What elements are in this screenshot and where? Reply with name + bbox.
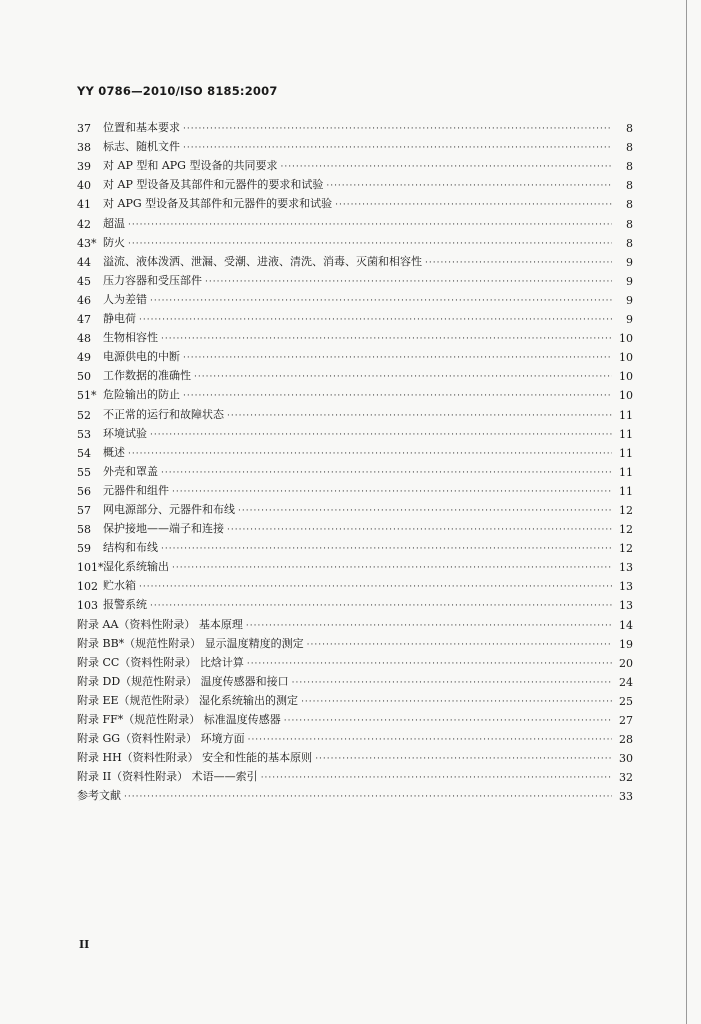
toc-leader-dots — [128, 220, 612, 231]
toc-entry[interactable] — [77, 402, 633, 421]
toc-entry-number: 103 — [77, 599, 98, 613]
toc-leader-dots — [301, 697, 612, 708]
toc-entry-number: 50 — [77, 370, 91, 384]
toc-entry[interactable] — [77, 364, 633, 383]
toc-leader-dots — [183, 143, 612, 154]
toc-entry[interactable] — [77, 517, 633, 536]
toc-entry-page: 8 — [626, 198, 633, 212]
toc-entry-title: 位置和基本要求 — [103, 121, 180, 135]
toc-entry[interactable] — [77, 441, 633, 460]
toc-entry-title: 溢流、液体泼洒、泄漏、受潮、进液、清洗、消毒、灭菌和相容性 — [103, 254, 422, 268]
table-of-contents — [77, 116, 633, 803]
toc-entry-page: 11 — [619, 408, 633, 422]
toc-leader-dots — [124, 792, 612, 803]
toc-leader-dots — [172, 563, 612, 574]
toc-entry[interactable] — [77, 422, 633, 441]
toc-leader-dots — [172, 487, 612, 498]
toc-leader-dots — [128, 449, 612, 460]
toc-entry-title: 对 AP 型设备及其部件和元器件的要求和试验 — [103, 178, 324, 192]
toc-entry[interactable] — [77, 288, 633, 307]
toc-entry-number: 37 — [77, 122, 91, 136]
toc-entry-title: 静电荷 — [103, 312, 136, 326]
toc-entry-number: 55 — [77, 465, 91, 479]
toc-entry-page: 8 — [626, 122, 633, 136]
toc-leader-dots — [161, 544, 612, 555]
toc-entry[interactable] — [77, 307, 633, 326]
toc-entry-number: 48 — [77, 332, 91, 346]
toc-entry-title: 报警系统 — [103, 598, 147, 612]
toc-leader-dots — [139, 582, 612, 593]
toc-leader-dots — [183, 353, 612, 364]
toc-leader-dots — [161, 334, 612, 345]
toc-entry-title: 附录 DD（规范性附录） 温度传感器和接口 — [77, 674, 289, 688]
toc-entry[interactable] — [77, 651, 633, 670]
toc-entry[interactable] — [77, 135, 633, 154]
toc-entry-title: 防火 — [103, 235, 125, 249]
toc-entry-number: 39 — [77, 160, 91, 174]
toc-entry[interactable] — [77, 326, 633, 345]
toc-entry-title: 不正常的运行和故障状态 — [103, 407, 224, 421]
toc-entry-number: 49 — [77, 351, 91, 365]
toc-entry-page: 14 — [619, 618, 633, 632]
toc-entry-page: 13 — [619, 580, 633, 594]
toc-entry[interactable] — [77, 574, 633, 593]
toc-leader-dots — [335, 200, 612, 211]
toc-entry-title: 附录 HH（资料性附录） 安全和性能的基本原则 — [77, 751, 313, 765]
toc-leader-dots — [150, 601, 612, 612]
toc-entry-page: 8 — [626, 141, 633, 155]
standard-header: YY 0786—2010/ISO 8185:2007 — [77, 84, 278, 98]
toc-entry-page: 10 — [619, 370, 633, 384]
toc-entry-title: 湿化系统输出 — [103, 560, 169, 574]
toc-entry-title: 电源供电的中断 — [103, 350, 180, 364]
toc-entry-title: 网电源部分、元器件和布线 — [103, 502, 235, 516]
toc-entry-page: 27 — [619, 714, 633, 727]
toc-entry-title: 附录 EE（规范性附录） 湿化系统输出的测定 — [77, 693, 299, 707]
toc-leader-dots — [150, 430, 612, 441]
toc-entry-page: 9 — [626, 274, 633, 288]
toc-leader-dots — [307, 640, 612, 651]
toc-entry-number: 51* — [77, 389, 97, 403]
toc-entry-title: 附录 II（资料性附录） 术语——索引 — [77, 770, 258, 784]
toc-entry-title: 贮水箱 — [103, 579, 136, 593]
toc-entry[interactable] — [77, 479, 633, 498]
page-number: II — [79, 938, 90, 951]
toc-entry-number: 38 — [77, 141, 91, 155]
toc-entry-title: 对 APG 型设备及其部件和元器件的要求和试验 — [103, 197, 333, 211]
toc-entry[interactable] — [77, 498, 633, 517]
toc-entry-title: 附录 GG（资料性附录） 环境方面 — [77, 732, 245, 746]
toc-entry-page: 10 — [619, 332, 633, 346]
toc-entry[interactable] — [77, 765, 633, 784]
toc-entry-title: 参考文献 — [77, 789, 121, 803]
toc-entry-page: 10 — [619, 351, 633, 365]
toc-entry[interactable] — [77, 708, 633, 727]
toc-entry-page: 8 — [626, 160, 633, 174]
toc-entry-number: 47 — [77, 313, 91, 327]
toc-entry[interactable] — [77, 269, 633, 288]
toc-entry[interactable] — [77, 116, 633, 135]
toc-entry-title: 人为差错 — [103, 292, 147, 306]
scan-edge-line — [686, 0, 687, 1024]
toc-entry-title: 元器件和组件 — [103, 483, 169, 497]
toc-leader-dots — [205, 277, 612, 288]
toc-entry-page: 9 — [626, 313, 633, 327]
toc-entry[interactable] — [77, 670, 633, 689]
toc-entry-page: 32 — [619, 771, 633, 785]
toc-leader-dots — [139, 315, 612, 326]
toc-entry[interactable] — [77, 250, 633, 269]
toc-entry-page: 33 — [619, 790, 633, 804]
toc-entry[interactable] — [77, 192, 633, 211]
toc-entry-number: 101* — [77, 561, 104, 575]
toc-entry-number: 56 — [77, 484, 91, 498]
toc-entry-page: 9 — [626, 293, 633, 307]
toc-entry[interactable] — [77, 345, 633, 364]
toc-entry[interactable] — [77, 154, 633, 173]
toc-leader-dots — [247, 659, 612, 670]
toc-entry-number: 43* — [77, 236, 97, 250]
toc-entry-number: 46 — [77, 293, 91, 307]
toc-entry-title: 附录 AA（资料性附录） 基本原理 — [77, 617, 243, 631]
toc-leader-dots — [183, 391, 612, 402]
toc-entry-title: 标志、随机文件 — [103, 140, 180, 154]
toc-leader-dots — [315, 754, 612, 765]
toc-entry-page: 11 — [619, 427, 633, 441]
toc-entry[interactable] — [77, 211, 633, 230]
toc-entry-page: 28 — [619, 733, 633, 747]
toc-entry-page: 25 — [619, 694, 633, 708]
toc-leader-dots — [227, 525, 612, 536]
toc-entry[interactable] — [77, 727, 633, 746]
toc-leader-dots — [194, 372, 612, 383]
toc-entry-number: 54 — [77, 446, 91, 460]
toc-leader-dots — [161, 468, 612, 479]
toc-leader-dots — [183, 124, 612, 135]
toc-entry-number: 58 — [77, 523, 91, 537]
toc-entry[interactable] — [77, 612, 633, 631]
toc-entry-title: 保护接地——端子和连接 — [103, 522, 224, 536]
toc-leader-dots — [280, 162, 612, 173]
toc-entry[interactable] — [77, 173, 633, 192]
toc-entry[interactable] — [77, 231, 633, 250]
toc-entry-title: 结构和布线 — [103, 541, 158, 555]
toc-entry-page: 12 — [619, 523, 633, 537]
toc-leader-dots — [292, 678, 612, 689]
toc-entry-page: 8 — [626, 236, 633, 250]
toc-entry[interactable] — [77, 593, 633, 612]
toc-entry-title: 附录 CC（资料性附录） 比焓计算 — [77, 655, 244, 669]
toc-entry-page: 8 — [626, 217, 633, 231]
toc-entry-number: 59 — [77, 542, 91, 556]
toc-leader-dots — [227, 411, 612, 422]
toc-entry-title: 外壳和罩盖 — [103, 464, 158, 478]
toc-entry-title: 压力容器和受压部件 — [103, 273, 202, 287]
toc-entry-page: 10 — [619, 389, 633, 403]
toc-entry-number: 53 — [77, 427, 91, 441]
toc-leader-dots — [261, 773, 612, 784]
toc-entry-title: 危险输出的防止 — [103, 388, 180, 402]
toc-entry-title: 工作数据的准确性 — [103, 369, 191, 383]
toc-entry-page: 8 — [626, 179, 633, 193]
toc-entry-title: 概述 — [103, 445, 125, 459]
toc-entry-page: 19 — [619, 637, 633, 651]
toc-leader-dots — [238, 506, 612, 517]
toc-entry-number: 52 — [77, 408, 91, 422]
toc-entry-number: 41 — [77, 198, 91, 212]
toc-entry-page: 9 — [626, 255, 633, 269]
toc-leader-dots — [128, 239, 612, 250]
toc-entry-title: 对 AP 型和 APG 型设备的共同要求 — [103, 159, 278, 173]
toc-entry-number: 45 — [77, 274, 91, 288]
toc-entry-number: 42 — [77, 217, 91, 231]
toc-entry-page: 11 — [619, 465, 633, 479]
toc-entry-page: 11 — [619, 484, 633, 498]
toc-entry-number: 57 — [77, 503, 91, 517]
toc-leader-dots — [248, 735, 612, 746]
toc-entry-title: 超温 — [103, 216, 125, 230]
toc-leader-dots — [246, 621, 612, 632]
toc-entry-number: 44 — [77, 255, 91, 269]
toc-entry[interactable] — [77, 746, 633, 765]
toc-entry[interactable] — [77, 632, 633, 651]
toc-leader-dots — [284, 716, 612, 727]
toc-entry-page: 30 — [619, 752, 633, 766]
toc-entry[interactable] — [77, 383, 633, 402]
toc-entry-title: 环境试验 — [103, 426, 147, 440]
toc-entry-title: 附录 FF*（规范性附录） 标准温度传感器 — [77, 713, 281, 726]
toc-entry-page: 20 — [619, 656, 633, 670]
toc-entry-title: 生物相容性 — [103, 331, 158, 345]
toc-entry[interactable] — [77, 555, 633, 574]
toc-entry[interactable] — [77, 460, 633, 479]
toc-entry-page: 11 — [619, 446, 633, 460]
toc-entry-title: 附录 BB*（规范性附录） 显示温度精度的测定 — [77, 636, 304, 650]
toc-leader-dots — [150, 296, 612, 307]
toc-entry-number: 40 — [77, 179, 91, 193]
toc-entry-page: 24 — [619, 675, 633, 689]
toc-entry[interactable] — [77, 689, 633, 708]
toc-entry-page: 12 — [619, 542, 633, 556]
toc-entry[interactable] — [77, 536, 633, 555]
toc-entry-page: 12 — [619, 503, 633, 517]
toc-entry-page: 13 — [619, 599, 633, 613]
toc-entry-number: 102 — [77, 580, 98, 594]
toc-entry-page: 13 — [619, 561, 633, 575]
toc-leader-dots — [425, 258, 612, 269]
toc-entry[interactable] — [77, 784, 633, 803]
toc-leader-dots — [326, 181, 612, 192]
